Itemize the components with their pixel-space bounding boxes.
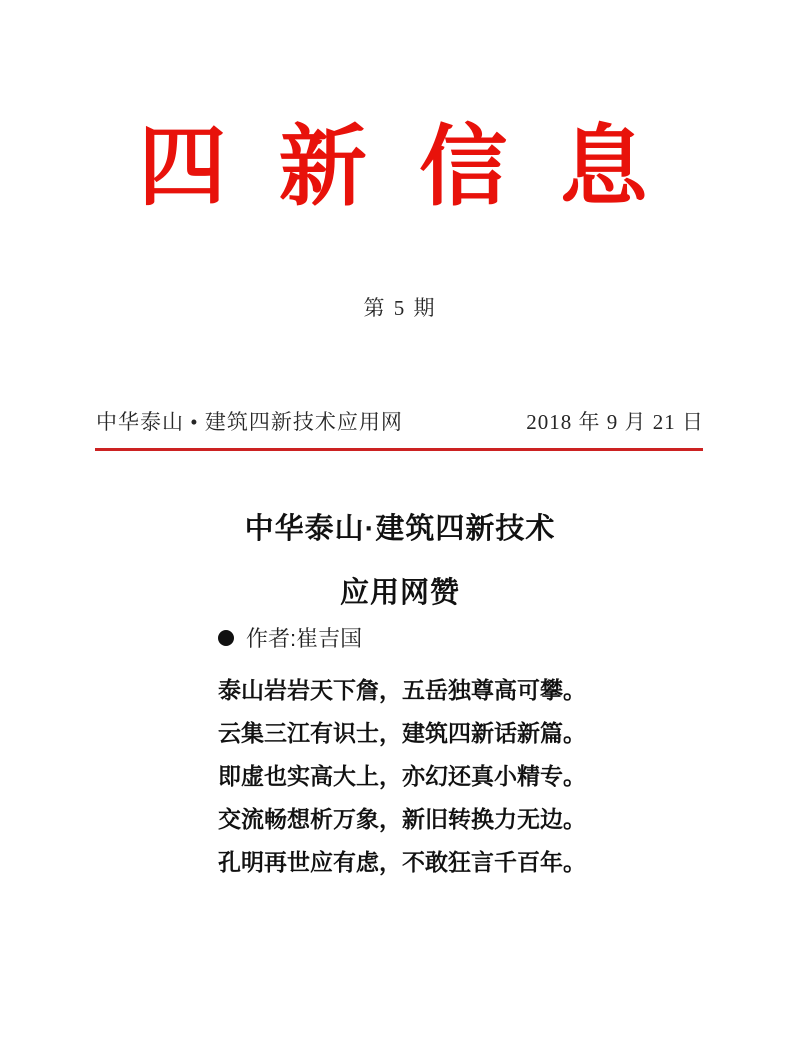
article-title-line-1: 中华泰山·建筑四新技术: [244, 513, 556, 545]
issue-date: 2018 年 9 月 21 日: [526, 410, 704, 434]
bullet-icon: [218, 630, 234, 646]
issue-number: 第 5 期: [363, 296, 437, 320]
poem-line: 泰山岩岩天下詹，五岳独尊高可攀。: [218, 678, 586, 703]
poem-line: 孔明再世应有虑，不敢狂言千百年。: [218, 850, 586, 875]
site-name: 中华泰山 • 建筑四新技术应用网: [96, 410, 403, 434]
masthead-title: 四 新 信 息: [138, 117, 662, 216]
article-title-line-2: 应用网赞: [339, 577, 460, 609]
author-name: 作者:崔吉国: [246, 626, 363, 651]
poem-line: 即虚也实高大上，亦幻还真小精专。: [218, 764, 586, 789]
header-divider-rule: [95, 448, 703, 451]
poem-line: 云集三江有识士，建筑四新话新篇。: [218, 721, 586, 746]
poem: [218, 669, 586, 884]
author-line: [218, 622, 582, 653]
poem-line: 交流畅想析万象，新旧转换力无边。: [218, 807, 586, 832]
header-row: [96, 406, 704, 436]
article-body: [218, 622, 586, 884]
